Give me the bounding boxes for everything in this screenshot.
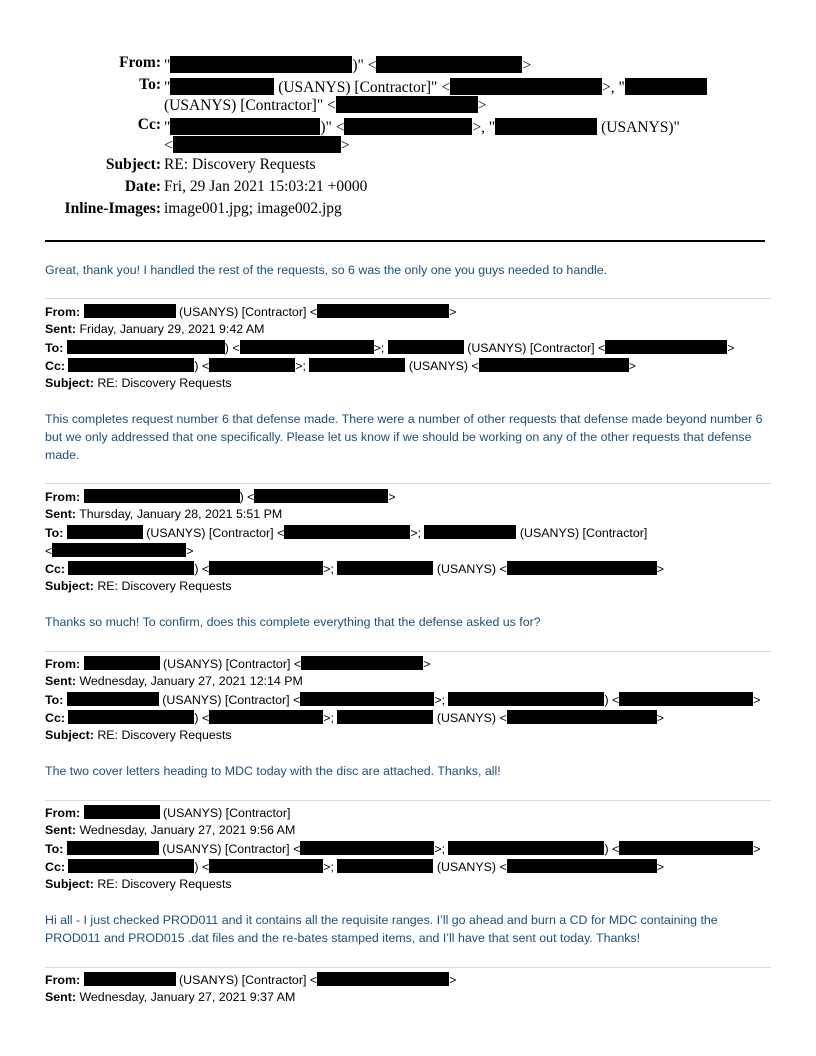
redaction (507, 859, 657, 873)
message-separator (45, 651, 771, 652)
msg1-subject: Subject: RE: Discovery Requests (45, 376, 232, 390)
msg3-from: From: (USANYS) [Contractor] < > (45, 657, 431, 671)
redaction (448, 692, 604, 706)
reply-body: Great, thank you! I handled the rest of the requests, so 6 was the only one you guys needed to handle. (45, 263, 608, 277)
redaction (300, 841, 434, 855)
redaction (388, 340, 464, 354)
redaction (309, 358, 405, 372)
date-label: Date: (124, 178, 161, 195)
msg2-sent: Sent: Thursday, January 28, 2021 5:51 PM (45, 507, 283, 521)
redaction (209, 561, 323, 575)
to-label: To: (139, 76, 161, 93)
subject-value: RE: Discovery Requests (164, 156, 316, 173)
message-separator (45, 298, 771, 299)
redaction (507, 710, 657, 724)
redaction (337, 561, 433, 575)
msg1-body: This completes request number 6 that defense made. There were a number of other requests that defense made beyond number 6 but we only addressed that one specifically. Please let us know if we should be working on any of the other requests that defense made. (45, 412, 763, 462)
redaction (424, 525, 516, 539)
msg1-sent: Sent: Friday, January 29, 2021 9:42 AM (45, 322, 265, 336)
redaction (254, 489, 388, 503)
header-date (0, 177, 816, 197)
msg5-from: From: (USANYS) [Contractor] < > (45, 973, 457, 987)
msg1-to: To: ) < >; (USANYS) [Contractor] < > (45, 341, 735, 355)
header-images (0, 199, 816, 219)
redaction (173, 136, 341, 153)
redaction (84, 972, 176, 986)
redaction (209, 859, 323, 873)
msg3-subject: Subject: RE: Discovery Requests (45, 728, 232, 742)
message-separator (45, 967, 771, 968)
to-value: " (USANYS) [Contractor]" < >, " (164, 75, 707, 98)
header-cc (0, 115, 816, 135)
msg1-cc: Cc: ) < >; (USANYS) < > (45, 359, 636, 373)
msg4-body: Hi all - I just checked PROD011 and it contains all the requisite ranges. I’ll go ahead and burn a CD for MDC containing the PROD011 and PROD015 .dat files and the re-bates stamped items, and I’ll have that sent out today. Thanks! (45, 913, 718, 945)
msg3-cc: Cc: ) < >; (USANYS) < > (45, 711, 664, 725)
cc-value: " )" < >, " (USANYS)" (164, 119, 680, 136)
redaction (84, 656, 160, 670)
msg2-to: To: (USANYS) [Contractor] < >; (USANYS) [Contractor] (45, 526, 648, 540)
msg4-to: To: (USANYS) [Contractor] < >; ) < > (45, 842, 761, 856)
msg2-cc: Cc: ) < >; (USANYS) < > (45, 562, 664, 576)
redaction (84, 489, 240, 503)
redaction (619, 692, 753, 706)
redaction (170, 56, 352, 73)
redaction (507, 561, 657, 575)
redaction (317, 972, 449, 986)
msg2-from: From: ) < > (45, 490, 396, 504)
redaction (448, 841, 604, 855)
redaction (68, 710, 194, 724)
redaction (605, 340, 727, 354)
header-from (0, 53, 816, 73)
redaction (284, 525, 410, 539)
redaction (209, 710, 323, 724)
cc-line2: < > (164, 137, 350, 154)
redaction (337, 710, 433, 724)
redaction (300, 692, 434, 706)
msg2-body: Thanks so much! To confirm, does this complete everything that the defense asked us for? (45, 615, 541, 629)
redaction (84, 304, 176, 318)
message-separator (45, 483, 771, 484)
msg4-subject: Subject: RE: Discovery Requests (45, 877, 232, 891)
msg3-sent: Sent: Wednesday, January 27, 2021 12:14 PM (45, 674, 303, 688)
subject-label: Subject: (105, 156, 161, 173)
redaction (67, 692, 159, 706)
redaction (344, 118, 472, 135)
redaction (84, 805, 160, 819)
msg4-from: From: (USANYS) [Contractor] (45, 806, 291, 820)
msg2-subject: Subject: RE: Discovery Requests (45, 579, 232, 593)
msg1-from: From: (USANYS) [Contractor] < > (45, 305, 457, 319)
msg3-body: The two cover letters heading to MDC today with the disc are attached. Thanks, all! (45, 764, 501, 778)
header-to (0, 75, 816, 95)
redaction (317, 304, 449, 318)
msg4-cc: Cc: ) < >; (USANYS) < > (45, 860, 664, 874)
redaction (68, 561, 194, 575)
msg5-sent: Sent: Wednesday, January 27, 2021 9:37 AM (45, 990, 296, 1004)
redaction (301, 656, 423, 670)
redaction (67, 525, 143, 539)
msg4-sent: Sent: Wednesday, January 27, 2021 9:56 AM (45, 823, 296, 837)
images-value: image001.jpg; image002.jpg (164, 200, 342, 217)
redaction (619, 841, 753, 855)
redaction (376, 56, 522, 73)
redaction (67, 340, 225, 354)
redaction (336, 96, 478, 113)
header-divider (45, 240, 765, 242)
msg3-to: To: (USANYS) [Contractor] < >; ) < > (45, 693, 761, 707)
from-value: " )" < > (164, 57, 532, 74)
redaction (479, 358, 629, 372)
to-line2: (USANYS) [Contractor]" < > (164, 97, 487, 114)
message-separator (45, 800, 771, 801)
header-subject (0, 155, 816, 175)
redaction (67, 841, 159, 855)
redaction (240, 340, 374, 354)
redaction (68, 859, 194, 873)
msg2-to-cont: < > (45, 544, 194, 558)
date-value: Fri, 29 Jan 2021 15:03:21 +0000 (164, 178, 368, 195)
redaction (52, 543, 186, 557)
redaction (625, 78, 707, 95)
redaction (495, 118, 597, 135)
redaction (68, 358, 194, 372)
images-label: Inline-Images: (64, 200, 161, 217)
from-label: From: (119, 54, 161, 71)
redaction (337, 859, 433, 873)
cc-label: Cc: (137, 116, 161, 133)
redaction (209, 358, 295, 372)
